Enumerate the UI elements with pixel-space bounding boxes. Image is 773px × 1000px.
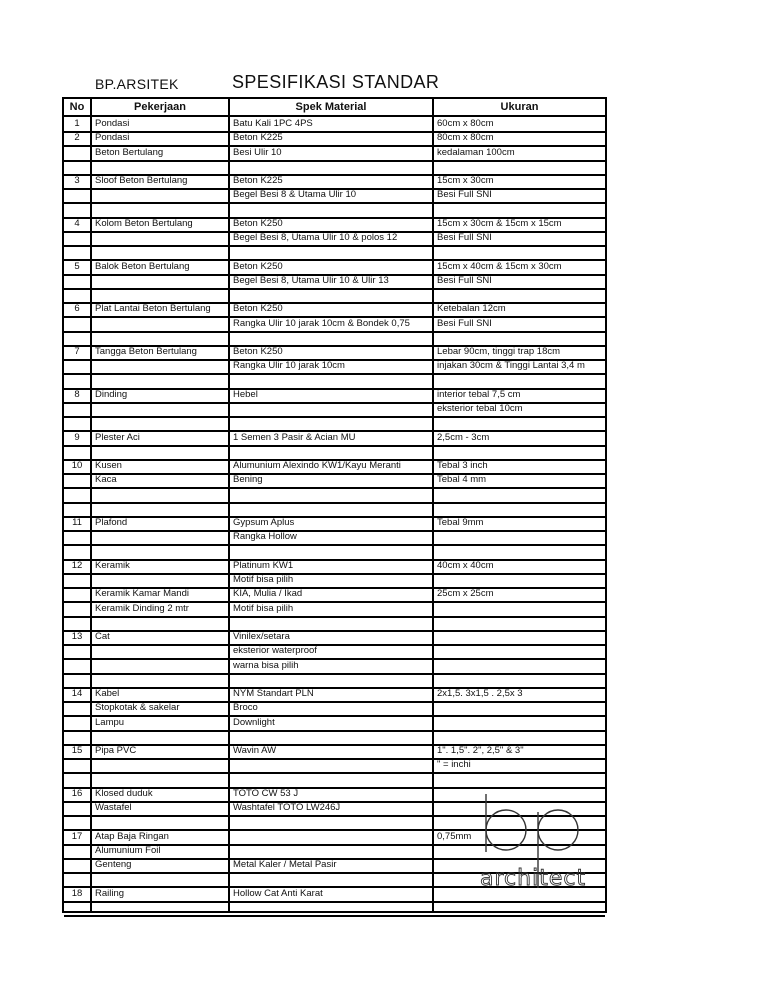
cell-ukuran [437, 374, 603, 388]
cell-ukuran [437, 630, 603, 644]
cell-no: 2 [74, 132, 80, 144]
cell-ukuran [437, 673, 603, 687]
cell-pekerjaan: Sloof Beton Bertulang [95, 175, 188, 186]
cell-no [64, 502, 90, 516]
cell-pekerjaan [95, 402, 229, 416]
cell-ukuran: " = inchi [437, 759, 471, 771]
header-spek-material: Spek Material [295, 101, 367, 113]
cell-spek-material: Begel Besi 8, Utama Ulir 10 & polos 12 [233, 232, 398, 243]
header-pekerjaan: Pekerjaan [134, 101, 186, 113]
cell-no [64, 374, 90, 388]
header-ukuran: Ukuran [500, 101, 539, 113]
cell-ukuran [437, 901, 603, 915]
cell-spek-material: Downlight [233, 716, 275, 728]
cell-no [64, 445, 90, 459]
cell-no: 16 [71, 787, 83, 799]
cell-spek-material [233, 160, 433, 174]
cell-no [64, 602, 90, 616]
cell-spek-material: Rangka Hollow [233, 531, 297, 543]
cell-ukuran [437, 573, 603, 587]
cell-pekerjaan [95, 488, 229, 502]
cell-ukuran: 25cm x 25cm [437, 588, 494, 600]
cell-pekerjaan [95, 530, 229, 544]
cell-pekerjaan [95, 203, 229, 217]
cell-ukuran [437, 203, 603, 217]
cell-pekerjaan: Kusen [95, 460, 122, 471]
cell-spek-material: Begel Besi 8 & Utama Ulir 10 [233, 189, 357, 201]
cell-pekerjaan: Kaca [95, 474, 117, 486]
cell-spek-material: Beton K225 [233, 175, 283, 186]
cell-no [64, 616, 90, 630]
cell-pekerjaan [95, 872, 229, 886]
cell-pekerjaan [95, 773, 229, 787]
cell-pekerjaan [95, 901, 229, 915]
cell-no [64, 758, 90, 772]
cell-pekerjaan: Balok Beton Bertulang [95, 260, 190, 272]
cell-pekerjaan [95, 160, 229, 174]
cell-spek-material: Motif bisa pilih [233, 574, 294, 585]
cell-no [64, 872, 90, 886]
cell-pekerjaan: Lampu [95, 716, 125, 728]
cell-spek-material: Washtafel TOTO LW246J [233, 802, 341, 813]
cell-spek-material [233, 288, 433, 302]
cell-no: 14 [71, 688, 83, 699]
cell-spek-material: Motif bisa pilih [233, 602, 294, 614]
cell-ukuran: eksterior tebal 10cm [437, 403, 523, 414]
cell-spek-material: Gypsum Aplus [233, 517, 295, 528]
cell-ukuran [437, 288, 603, 302]
cell-ukuran: 1". 1,5". 2", 2,5" & 3" [437, 745, 524, 756]
cell-spek-material [233, 872, 433, 886]
cell-ukuran: 40cm x 40cm [437, 559, 494, 571]
cell-ukuran: Lebar 90cm, tinggi trap 18cm [437, 346, 561, 357]
cell-pekerjaan: Wastafel [95, 802, 132, 813]
cell-pekerjaan: Pipa PVC [95, 745, 137, 756]
cell-ukuran [437, 773, 603, 787]
cell-no [64, 587, 90, 601]
cell-pekerjaan [95, 815, 229, 829]
cell-pekerjaan: Railing [95, 887, 125, 899]
cell-no [64, 288, 90, 302]
cell-ukuran: 0,75mm [437, 830, 472, 842]
cell-no [64, 730, 90, 744]
cell-spek-material: Rangka Ulir 10 jarak 10cm & Bondek 0,75 [233, 317, 410, 329]
cell-ukuran: kedalaman 100cm [437, 146, 515, 158]
cell-spek-material: Wavin AW [233, 745, 277, 756]
cell-pekerjaan [95, 374, 229, 388]
cell-pekerjaan [95, 274, 229, 288]
cell-pekerjaan: Genteng [95, 859, 132, 870]
cell-spek-material [233, 203, 433, 217]
cell-spek-material: NYM Standart PLN [233, 688, 314, 699]
table-row [64, 901, 605, 917]
cell-ukuran [437, 502, 603, 516]
cell-pekerjaan [95, 545, 229, 559]
cell-no [64, 188, 90, 202]
cell-no [64, 488, 90, 502]
cell-pekerjaan [95, 758, 229, 772]
cell-pekerjaan [95, 644, 229, 658]
cell-pekerjaan [95, 659, 229, 673]
cell-spek-material [233, 673, 433, 687]
cell-ukuran: interior tebal 7,5 cm [437, 388, 521, 400]
cell-spek-material [233, 616, 433, 630]
cell-no: 7 [74, 346, 80, 357]
cell-no [64, 545, 90, 559]
cell-pekerjaan: Keramik Dinding 2 mtr [95, 602, 189, 614]
cell-spek-material [233, 545, 433, 559]
cell-spek-material: Beton K250 [233, 217, 283, 229]
cell-pekerjaan: Kolom Beton Bertulang [95, 217, 193, 229]
cell-spek-material [233, 488, 433, 502]
cell-ukuran: 80cm x 80cm [437, 132, 494, 144]
cell-pekerjaan: Stopkotak & sakelar [95, 702, 180, 714]
cell-spek-material: Beton K250 [233, 346, 283, 357]
cell-ukuran [437, 530, 603, 544]
cell-no [64, 160, 90, 174]
cell-pekerjaan [95, 445, 229, 459]
cell-spek-material: Metal Kaler / Metal Pasir [233, 859, 337, 870]
bp-architect-logo [478, 790, 603, 890]
cell-ukuran [437, 701, 603, 715]
cell-no [64, 858, 90, 872]
cell-pekerjaan: Atap Baja Ringan [95, 830, 169, 842]
cell-spek-material: Beton K250 [233, 303, 283, 315]
cell-spek-material: Begel Besi 8, Utama Ulir 10 & Ulir 13 [233, 274, 389, 286]
cell-spek-material [233, 502, 433, 516]
cell-pekerjaan: Dinding [95, 388, 128, 400]
cell-no: 8 [74, 388, 80, 400]
cell-ukuran: Besi Full SNI [437, 189, 492, 201]
cell-no [64, 402, 90, 416]
cell-spek-material [233, 402, 433, 416]
document-title: SPESIFIKASI STANDAR [232, 72, 440, 92]
cell-no [64, 659, 90, 673]
cell-ukuran [437, 730, 603, 744]
cell-no [64, 716, 90, 730]
cell-spek-material: Beton K250 [233, 260, 283, 272]
cell-no [64, 573, 90, 587]
cell-pekerjaan [95, 730, 229, 744]
cell-ukuran [437, 644, 603, 658]
cell-ukuran: Tebal 9mm [437, 517, 484, 528]
cell-spek-material: TOTO CW 53 J [233, 787, 299, 799]
cell-no: 17 [71, 830, 83, 842]
cell-ukuran [437, 416, 603, 430]
cell-ukuran: Besi Full SNI [437, 317, 492, 329]
cell-no [64, 801, 90, 815]
cell-spek-material [233, 445, 433, 459]
cell-spek-material: Rangka Ulir 10 jarak 10cm [233, 360, 345, 372]
cell-spek-material [233, 374, 433, 388]
cell-spek-material: eksterior waterproof [233, 645, 317, 657]
cell-no: 18 [71, 887, 83, 899]
cell-ukuran [437, 445, 603, 459]
cell-no [64, 331, 90, 345]
cell-ukuran: injakan 30cm & Tinggi Lantai 3,4 m [437, 360, 585, 372]
cell-pekerjaan [95, 231, 229, 245]
cell-spek-material [233, 730, 433, 744]
cell-no [64, 359, 90, 373]
cell-no: 12 [71, 559, 83, 571]
company-name: BP.ARSITEK [95, 76, 179, 92]
cell-spek-material [233, 830, 433, 844]
cell-ukuran: Tebal 4 mm [437, 474, 487, 486]
cell-no: 6 [74, 303, 80, 315]
cell-no [64, 274, 90, 288]
cell-ukuran: 60cm x 80cm [437, 118, 494, 129]
cell-pekerjaan: Beton Bertulang [95, 146, 164, 158]
cell-ukuran [437, 616, 603, 630]
cell-ukuran [437, 659, 603, 673]
cell-pekerjaan [95, 573, 229, 587]
cell-pekerjaan [95, 288, 229, 302]
header-no: No [69, 101, 85, 113]
cell-pekerjaan: Keramik Kamar Mandi [95, 588, 189, 600]
cell-ukuran [437, 331, 603, 345]
cell-pekerjaan [95, 616, 229, 630]
cell-no [64, 844, 90, 858]
cell-pekerjaan [95, 188, 229, 202]
cell-pekerjaan: Plat Lantai Beton Bertulang [95, 303, 211, 315]
cell-spek-material [233, 245, 433, 259]
cell-spek-material [233, 758, 433, 772]
cell-pekerjaan: Tangga Beton Bertulang [95, 346, 197, 357]
cell-no [64, 673, 90, 687]
cell-no [64, 203, 90, 217]
cell-ukuran [437, 245, 603, 259]
cell-no: 11 [72, 517, 82, 528]
cell-spek-material [233, 815, 433, 829]
cell-pekerjaan [95, 359, 229, 373]
cell-spek-material: warna bisa pilih [233, 659, 299, 671]
cell-ukuran: Tebal 3 inch [437, 460, 488, 471]
cell-ukuran: 15cm x 30cm [437, 175, 494, 186]
cell-pekerjaan: Plafond [95, 517, 128, 528]
cell-no: 5 [74, 260, 80, 272]
cell-spek-material [233, 901, 433, 915]
cell-pekerjaan: Pondasi [95, 132, 130, 144]
cell-spek-material: Platinum KW1 [233, 559, 294, 571]
cell-spek-material: Hebel [233, 388, 258, 400]
cell-spek-material: Bening [233, 474, 263, 486]
cell-pekerjaan: Keramik [95, 559, 130, 571]
cell-spek-material: KIA, Mulia / Ikad [233, 588, 303, 600]
cell-spek-material: Besi Ulir 10 [233, 146, 282, 158]
cell-no [64, 901, 90, 915]
cell-no: 1 [74, 118, 80, 129]
cell-no [64, 644, 90, 658]
cell-pekerjaan [95, 331, 229, 345]
cell-spek-material: 1 Semen 3 Pasir & Acian MU [233, 431, 356, 443]
cell-no [64, 245, 90, 259]
cell-ukuran: 15cm x 40cm & 15cm x 30cm [437, 260, 562, 272]
cell-pekerjaan: Cat [95, 631, 110, 642]
cell-spek-material: Hollow Cat Anti Karat [233, 887, 323, 899]
cell-no [64, 530, 90, 544]
table-header [64, 99, 605, 117]
cell-no [64, 231, 90, 245]
cell-spek-material: Beton K225 [233, 132, 283, 144]
cell-ukuran [437, 488, 603, 502]
cell-no: 10 [71, 460, 83, 471]
cell-no [64, 701, 90, 715]
cell-spek-material [233, 844, 433, 858]
cell-spek-material [233, 331, 433, 345]
cell-no: 13 [71, 631, 83, 642]
cell-ukuran: 2,5cm - 3cm [437, 431, 490, 443]
cell-ukuran [437, 545, 603, 559]
cell-ukuran [437, 602, 603, 616]
cell-pekerjaan [95, 502, 229, 516]
cell-spek-material: Batu Kali 1PC 4PS [233, 118, 313, 129]
cell-ukuran: 15cm x 30cm & 15cm x 15cm [437, 217, 562, 229]
cell-ukuran: Besi Full SNI [437, 274, 492, 286]
cell-pekerjaan [95, 245, 229, 259]
cell-pekerjaan [95, 673, 229, 687]
cell-no: 4 [74, 217, 80, 229]
cell-spek-material [233, 416, 433, 430]
cell-pekerjaan [95, 317, 229, 331]
cell-pekerjaan: Pondasi [95, 118, 130, 129]
svg-text:architect: architect [480, 866, 587, 890]
cell-ukuran [437, 160, 603, 174]
cell-spek-material: Vinilex/setara [233, 631, 290, 642]
cell-ukuran [437, 716, 603, 730]
cell-no [64, 473, 90, 487]
cell-no: 15 [71, 745, 83, 756]
cell-ukuran: Ketebalan 12cm [437, 303, 506, 315]
cell-ukuran: Besi Full SNI [437, 232, 492, 243]
cell-no [64, 815, 90, 829]
cell-pekerjaan: Kabel [95, 688, 120, 699]
cell-no: 9 [74, 431, 80, 443]
cell-no: 3 [74, 175, 80, 186]
cell-pekerjaan: Alumunium Foil [95, 844, 161, 856]
cell-spek-material: Broco [233, 702, 258, 714]
cell-pekerjaan [95, 416, 229, 430]
cell-spek-material: Alumunium Alexindo KW1/Kayu Meranti [233, 460, 401, 471]
cell-pekerjaan: Plester Aci [95, 431, 140, 443]
cell-spek-material [233, 773, 433, 787]
cell-pekerjaan: Klosed duduk [95, 787, 153, 799]
cell-no [64, 146, 90, 160]
cell-no [64, 416, 90, 430]
cell-no [64, 773, 90, 787]
cell-ukuran: 2x1,5. 3x1,5 . 2,5x 3 [437, 688, 523, 699]
cell-no [64, 317, 90, 331]
